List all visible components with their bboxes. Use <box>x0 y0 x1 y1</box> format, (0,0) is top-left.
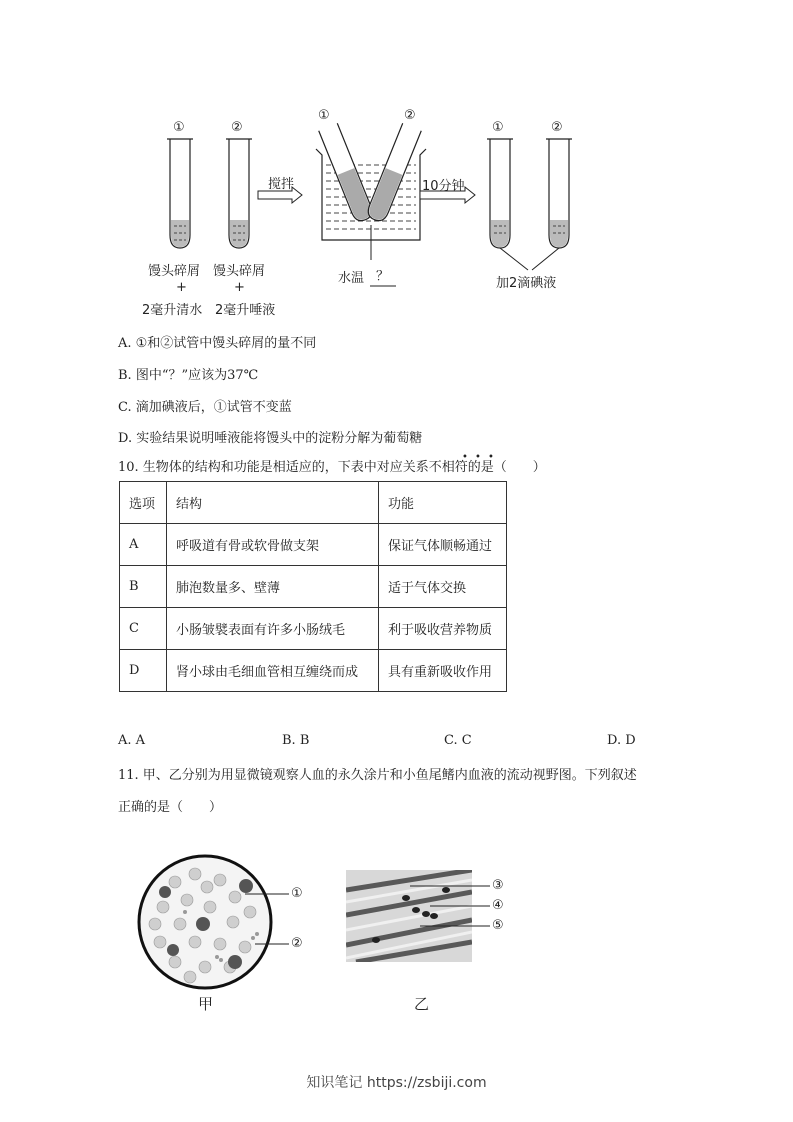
q11-stem-line1: 11. 甲、乙分别为用显微镜观察人血的永久涂片和小鱼尾鳍内血液的流动视野图。下列叙述 <box>118 768 637 783</box>
stir-label: 搅拌 <box>268 177 295 192</box>
jia-label-1: ① <box>291 886 303 901</box>
header-structure: 结构 <box>167 482 379 524</box>
table-header-row <box>120 482 507 524</box>
tube-2-plus: + <box>234 280 245 295</box>
tube-1-content-a: 馒头碎屑 <box>148 264 201 279</box>
emphasis-dot: • <box>488 452 494 463</box>
table-cell: 保证气体顺畅通过 <box>379 524 507 566</box>
experiment-diagram <box>140 105 600 325</box>
q10-table <box>119 481 507 692</box>
q10-choice-b: B. B <box>282 733 310 748</box>
table-row <box>120 608 507 650</box>
q9-option-c: C. 滴加碘液后，①试管不变蓝 <box>118 400 292 415</box>
ten-minutes-label: 10分钟 <box>422 179 465 194</box>
table-row <box>120 524 507 566</box>
tube-1-after-number: ① <box>492 120 504 135</box>
table-cell: 呼吸道有骨或软骨做支架 <box>167 524 379 566</box>
beaker-tube-1-number: ① <box>318 108 330 123</box>
fig-yi-caption: 乙 <box>414 995 430 1013</box>
experiment-figure <box>140 105 600 325</box>
yi-leader-lines <box>400 880 495 935</box>
tube-2-after-number: ② <box>551 120 563 135</box>
beaker-tube-2 <box>365 123 421 223</box>
header-option: 选项 <box>120 482 167 524</box>
tube-1-content-b: 2毫升清水 <box>142 303 203 318</box>
yi-label-5: ⑤ <box>492 918 504 933</box>
fig-jia-caption: 甲 <box>198 995 214 1013</box>
tube-1-plus: + <box>176 280 187 295</box>
q10-choice-a: A. A <box>118 733 146 748</box>
emphasis-dot: • <box>462 452 468 463</box>
yi-label-3: ③ <box>492 878 504 893</box>
table-row <box>120 566 507 608</box>
table-cell: 肺泡数量多、壁薄 <box>167 566 379 608</box>
iodine-label: 加2滴碘液 <box>496 276 557 291</box>
jia-leader-lines <box>245 880 295 960</box>
header-function: 功能 <box>379 482 507 524</box>
tube-2-number: ② <box>231 120 243 135</box>
table-cell: B <box>120 566 167 608</box>
table-cell: D <box>120 650 167 692</box>
table-cell: 适于气体交换 <box>379 566 507 608</box>
q10-stem: 10. 生物体的结构和功能是相适应的，下表中对应关系不相符的是（ ） <box>118 460 546 475</box>
water-temp-question: ？ <box>376 269 390 284</box>
table-cell: 肾小球由毛细血管相互缠绕而成 <box>167 650 379 692</box>
tube-1-number: ① <box>173 120 185 135</box>
table-cell: A <box>120 524 167 566</box>
q9-option-d: D. 实验结果说明唾液能将馒头中的淀粉分解为葡萄糖 <box>118 431 423 446</box>
tube-2-content-b: 2毫升唾液 <box>215 303 276 318</box>
footer-watermark: 知识笔记 https://zsbiji.com <box>306 1075 487 1091</box>
water-temp-label: 水温 <box>338 271 365 286</box>
tube-2-content-a: 馒头碎屑 <box>213 264 266 279</box>
table-cell: 利于吸收营养物质 <box>379 608 507 650</box>
q9-option-b: B. 图中“？”应该为37℃ <box>118 368 259 383</box>
yi-label-4: ④ <box>492 898 504 913</box>
emphasis-dot: • <box>475 452 481 463</box>
q10-choice-d: D. D <box>607 733 636 748</box>
q11-stem-line2: 正确的是（ ） <box>118 800 223 815</box>
table-cell: 小肠皱襞表面有许多小肠绒毛 <box>167 608 379 650</box>
beaker-tube-2-number: ② <box>404 108 416 123</box>
q10-choice-c: C. C <box>444 733 472 748</box>
jia-label-2: ② <box>291 936 303 951</box>
table-row <box>120 650 507 692</box>
q9-option-a: A. ①和②试管中馒头碎屑的量不同 <box>118 336 317 351</box>
table-cell: 具有重新吸收作用 <box>379 650 507 692</box>
table-cell: C <box>120 608 167 650</box>
